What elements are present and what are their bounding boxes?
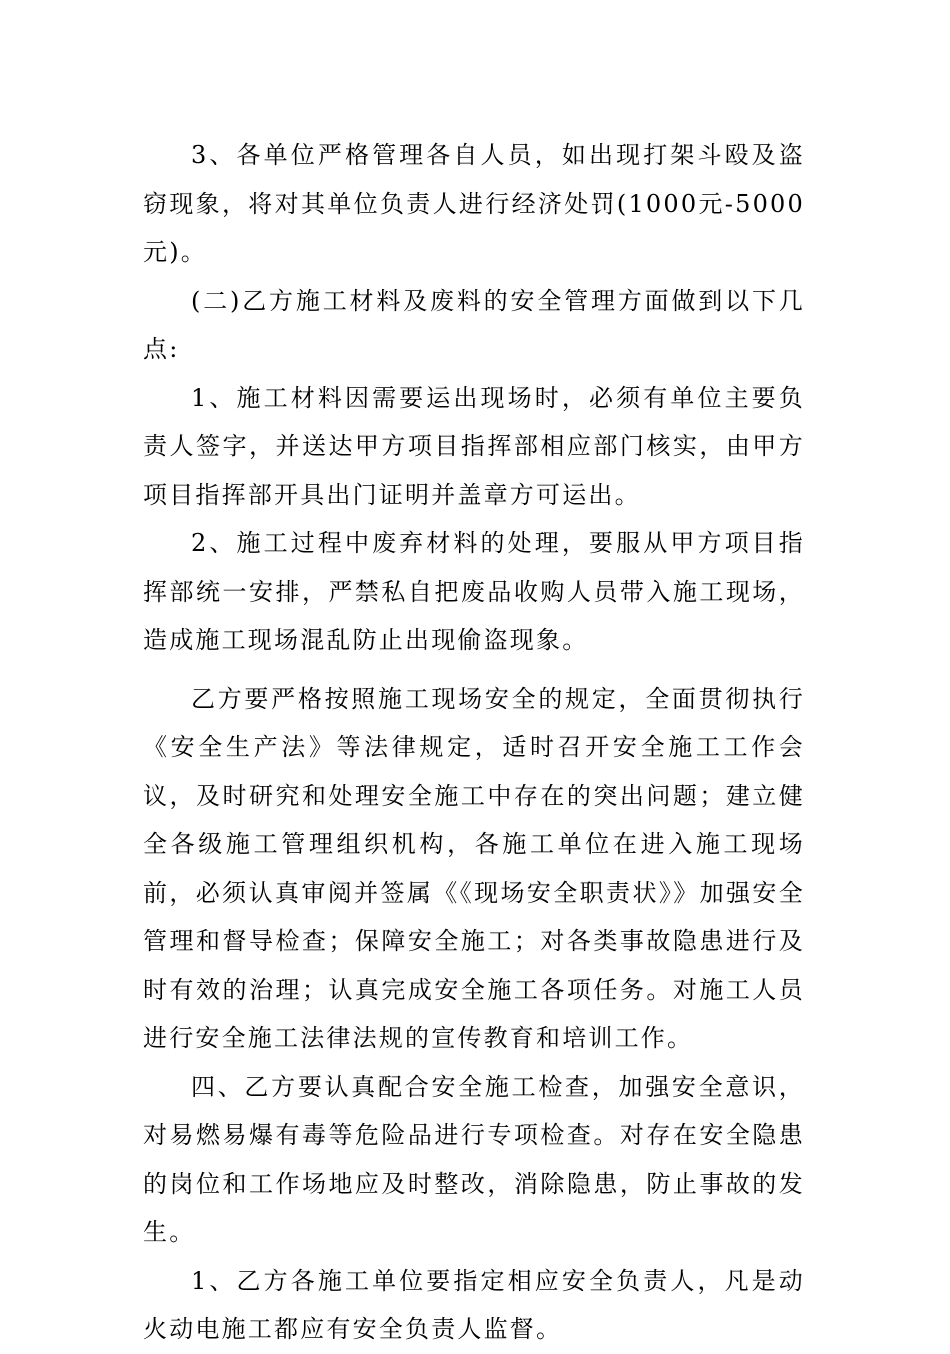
- paragraph-waste-handling: 2、施工过程中废弃材料的处理，要服从甲方项目指挥部统一安排，严禁私自把废品收购人员带入施工现场，造成施工现场混乱防止出现偷盗现象。: [143, 529, 805, 654]
- paragraph-materials-heading: (二)乙方施工材料及废料的安全管理方面做到以下几点:: [143, 286, 805, 363]
- paragraph-penalty: 3、各单位严格管理各自人员，如出现打架斗殴及盗窃现象，将对其单位负责人进行经济处罚(1000元-5000元)。: [143, 141, 805, 266]
- paragraph-safety-supervisor: 1、乙方各施工单位要指定相应安全负责人，凡是动火动电施工都应有安全负责人监督。: [143, 1266, 805, 1343]
- paragraph-materials-removal: 1、施工材料因需要运出现场时，必须有单位主要负责人签字，并送达甲方项目指挥部相应部门核实，由甲方项目指挥部开具出门证明并盖章方可运出。: [143, 383, 805, 509]
- document-body: [143, 131, 805, 1354]
- paragraph-safety-regulations: 乙方要严格按照施工现场安全的规定，全面贯彻执行《安全生产法》等法律规定，适时召开安全施工工作会议，及时研究和处理安全施工中存在的突出问题；建立健全各级施工管理组织机构，各施工单位在进入施工现场前，必须认真审阅并签属《《现场安全职责状》》加强安全管理和督导检查；保障安全施工；对各类事故隐患进行及时有效的治理；认真完成安全施工各项任务。对施工人员进行安全施工法律法规的宣传教育和培训工作。: [143, 684, 805, 1052]
- paragraph-safety-inspection: 四、乙方要认真配合安全施工检查，加强安全意识，对易燃易爆有毒等危险品进行专项检查。对存在安全隐患的岗位和工作场地应及时整改，消除隐患，防止事故的发生。: [143, 1072, 805, 1246]
